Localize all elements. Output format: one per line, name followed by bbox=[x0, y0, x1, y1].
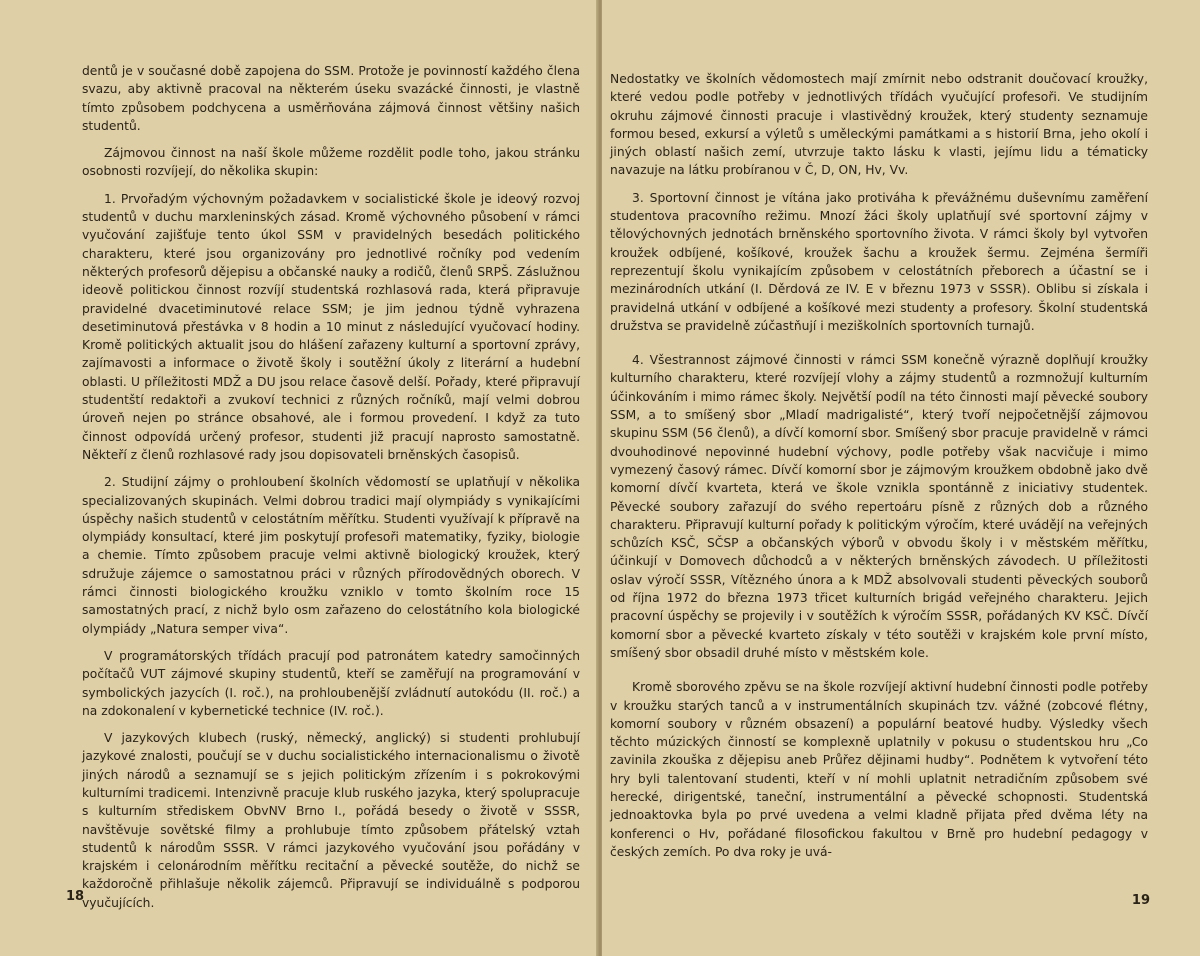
paragraph: V programátorských třídách pracují pod patronátem katedry samočinných počítačů VUT zájmové skupiny studentů, kteří se zaměřují na programování v symbolických jazycích (I. roč.), na prohloubenější zvládnutí autokódu (II. roč.) a na zdokonalení v kybernetické technice (IV. roč.). bbox=[82, 648, 580, 718]
left-page bbox=[0, 0, 598, 956]
page-number: 19 bbox=[1131, 893, 1150, 908]
paragraph: Zájmovou činnost na naší škole můžeme rozdělit podle toho, jakou stránku osobnosti rozvíjejí, do několika skupin: bbox=[82, 146, 580, 179]
paragraph: 2. Studijní zájmy o prohloubení školních vědomostí se uplatňují v několika specializovaných skupinách. Velmi dobrou tradici mají olympiády s vynikajícími úspěchy našich studentů v celostátním měřítku. Studenti využívají k přípravě na olympiády konsultací, které jim poskytují profesoři matematiky, fyziky, biologie a chemie. Tímto způsobem pracuje velmi aktivně biologický kroužek, který sdružuje zájemce o samostatnou práci v různých přírodovědných oborech. V rámci činnosti biologického kroužku vzniklo v tomto školním roce 15 samostatných prací, z nichž bylo osm zařazeno do celostátního kola biologické olympiády „Natura semper viva“. bbox=[82, 475, 580, 636]
paragraph: Nedostatky ve školních vědomostech mají zmírnit nebo odstranit doučovací kroužky, které vedou podle potřeby v jednotlivých třídách vyučující profesoři. Ve studijním okruhu zájmové činnosti pracuje i vlastivědný kroužek, který studenty seznamuje formou besed, exkursí a výletů s uměleckými památkami a s historií Brna, jeho okolí i jiných oblastí našich zemí, utvrzuje takto lásku k vlasti, jejímu lidu a tématicky navazuje na látku probíranou v Č, D, ON, Hv, Vv. bbox=[610, 72, 1148, 178]
paragraph: Kromě sborového zpěvu se na škole rozvíjejí aktivní hudební činnosti podle potřeby v kroužku starých tanců a v instrumentálních skupinách tzv. vážné (zobcové flétny, komorní soubory v různém obsazení) a populární beatové hudby. Výsledky všech těchto múzických činností se komplexně uplatnily v pokusu o studentskou hru „Co zavinila zkouška z dějepisu aneb Průřez dějinami hudby“. Podnětem k vytvoření této hry byli talentovaní studenti, kteří v ní mohli uplatnit netradičním způsobem své herecké, dirigentské, taneční, instrumentální a pěvecké schopnosti. Studentská jednoaktovka byla po prvé uvedena a velmi kladně přijata před dvěma léty na konferenci o Hv, pořádané filosofickou fakultou v Brně pro hudební pedagogy v českých zemích. Po dva roky je uvá- bbox=[610, 680, 1148, 859]
left-page-text bbox=[82, 62, 580, 912]
paragraph: 1. Prvořadým výchovným požadavkem v socialistické škole je ideový rozvoj studentů v duchu marxleninských zásad. Kromě výchovného působení v rámci vyučování zajišťuje tento úkol SSM v pravidelných besedách politického charakteru, které jsou organizovány pro jednotlivé ročníky pod vedením některých profesorů dějepisu a občanské nauky a rodičů, členů SRPŠ. Záslužnou ideově politickou činnost rozvíjí studentská rozhlasová rada, která připravuje pravidelné dvacetiminutové relace SSM; je jim jednou týdně vyhrazena desetiminutová přestávka v 8 hodin a 10 minut z následující vyučovací hodiny. Kromě politických aktualit jsou do hlášení zařazeny kulturní a sportovní zprávy, zajímavosti a informace o životě školy i soutěžní úkoly z literární a hudební oblasti. U příležitosti MDŽ a DU jsou relace časově delší. Pořady, které připravují studentští redaktoři a zvukoví technici z různých ročníků, mají velmi dobrou úroveň nejen po stránce obsahové, ale i formou provedení. I když za tuto činnost odpovídá určený profesor, studenti již pracují naprosto samostatně. Někteří z členů rozhlasové rady jsou dopisovateli brněnských časopisů. bbox=[82, 191, 580, 462]
right-page-text bbox=[610, 70, 1148, 861]
paragraph: V jazykových klubech (ruský, německý, anglický) si studenti prohlubují jazykové znalosti, poučují se v duchu socialistického internacionalismu o životě jiných národů a seznamují se s jejich politickým zřízením i s pokrokovými kulturními tradicemi. Intenzivně pracuje klub ruského jazyka, který spolupracuje s kulturním střediskem ObvNV Brno I., pořádá besedy o životě v SSSR, navštěvuje sovětské filmy a prohlubuje tímto způsobem přátelský vztah studentů k národům SSSR. V rámci jazykového vyučování jsou pořádány v krajském i celonárodním měřítku recitační a pěvecké soutěže, do nichž se každoročně přihlašuje několik zájemců. Připravují se individuálně s podporou vyučujících. bbox=[82, 731, 580, 910]
paragraph: 3. Sportovní činnost je vítána jako protiváha k převážnému duševnímu zaměření studentova pracovního režimu. Mnozí žáci školy uplatňují své sportovní zájmy v tělovýchovných jednotách brněnského sportovního života. V rámci školy byl vytvořen kroužek odbíjené, košíkové, kroužek šachu a kroužek šermu. Zejména šermíři reprezentují školu vynikajícím způsobem v celostátních přeborech a účastní se i mezinárodních utkání (I. Děrdová ze IV. E v březnu 1973 v SSSR). Oblibu si získala i pravidelná utkání v odbíjené a košíkové mezi studenty a profesory. Školní studentská družstva se pravidelně zúčastňují i meziškolních sportovních turnajů. bbox=[610, 190, 1148, 333]
page-number: 18 bbox=[66, 889, 85, 904]
paragraph: 4. Všestrannost zájmové činnosti v rámci SSM konečně výrazně doplňují kroužky kulturního charakteru, které rozvíjejí vlohy a zájmy studentů a rozmnožují kulturním účinkováním i mimo rámec školy. Největší podíl na této činnosti mají pěvecké soubory SSM, a to smíšený sbor „Mladí madrigalisté“, který tvoří nejpočetnější zájmovou skupinu SSM (56 členů), a dívčí komorní sbor. Smíšený sbor pracuje pravidelně v rámci dvouhodinové nepovinné hudební výchovy, podle potřeby však nacvičuje i mimo vymezený časový rámec. Dívčí komorní sbor je zájmovým kroužkem obdobně jako dvě komorní dívčí kvarteta, která ve škole vznikla spontánně z iniciativy studentek. Pěvecké soubory zařazují do svého repertoáru písně z různých dob a různého charakteru. Připravují kulturní pořady k politickým výročím, které uvádějí na veřejných schůzích KSČ, SČSP a občanských výborů v obvodu školy i v městském měřítku, účinkují v Domovech důchodců a v některých brněnských závodech. U příležitosti oslav výročí SSSR, Vítězného února a k MDŽ absolvovali studenti pěveckých souborů od října 1972 do března 1973 třicet kulturních brigád veřejného charakteru. Jejich pracovní úspěchy se projevily i v soutěžích k výročím SSSR, pořádaných KV KSČ. Dívčí komorní sbor a pěvecké kvarteto získaly v této soutěži v krajském kole první místo, smíšený sbor obsadil druhé místo v městském kole. bbox=[610, 353, 1148, 660]
paragraph: dentů je v současné době zapojena do SSM. Protože je povinností každého člena svazu, aby aktivně pracoval na některém úseku svazácké činnosti, je vlastně tímto způsobem podchycena a usměrňována zájmová činnost většiny našich studentů. bbox=[82, 64, 580, 133]
right-page bbox=[602, 0, 1200, 956]
